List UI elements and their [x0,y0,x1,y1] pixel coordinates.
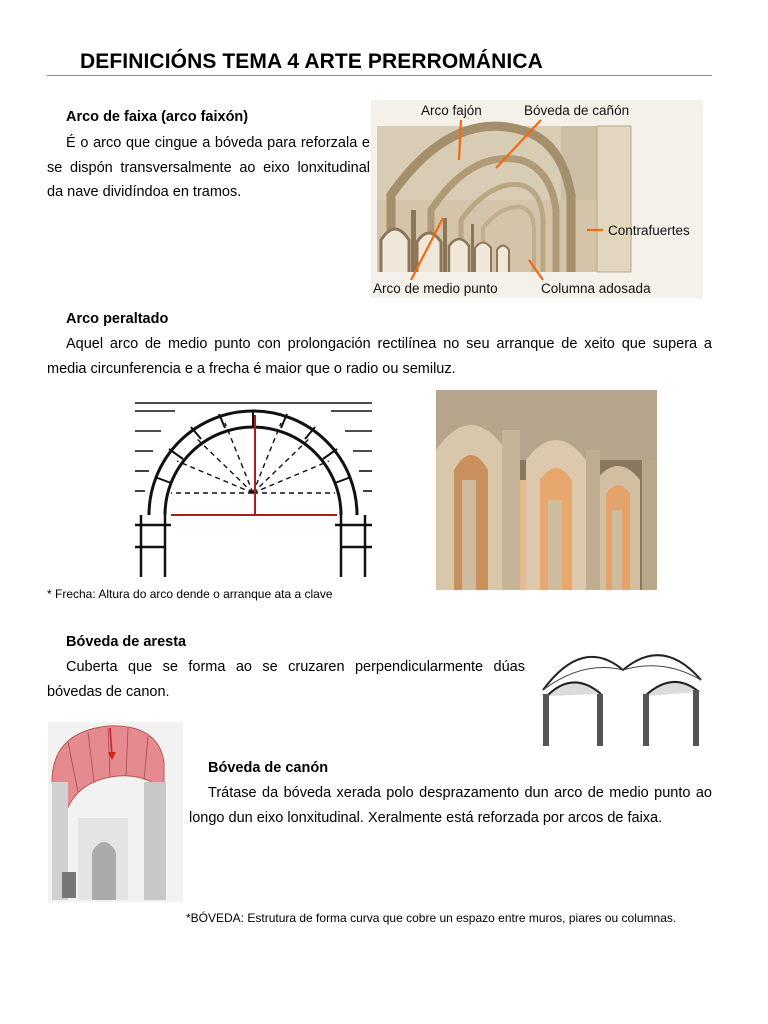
figure-boveda-canon [48,722,183,902]
figure-arco-peraltado-photo [436,390,657,590]
title-divider [47,75,712,76]
label-columna-adosada: Columna adosada [541,281,651,296]
label-arco-fajon: Arco fajón [421,103,482,118]
text-boveda-canon: Trátase da bóveda xerada polo desprazamento dun arco de medio punto ao longo dun eixo lonxitudinal. Xeralmente está reforzada por arcos de faixa. [189,785,712,826]
label-boveda-canon: Bóveda de cañón [524,103,630,118]
text-arco-faixa: É o arco que cingue a bóveda para reforzala e se dispón transversalmente ao eixo lonxitudinal da nave dividíndoa en tramos. [47,135,370,200]
page-title: DEFINICIÓNS TEMA 4 ARTE PRERROMÁNICA [80,50,543,73]
figure-boveda-aresta [533,630,711,748]
text-arco-peraltado: Aquel arco de medio punto con prolongación rectilínea no seu arranque de xeito que supera a media circunferencia e a frecha é maior que o radio ou semiluz. [47,336,712,377]
text-boveda-aresta: Cuberta que se forma ao se cruzaren perpendicularmente dúas bóvedas de canon. [47,659,525,700]
label-contrafuertes: Contrafuertes [608,223,690,238]
footnote-frecha: * Frecha: Altura do arco dende o arranque ata a clave [47,587,333,601]
label-arco-medio-punto: Arco de medio punto [373,281,498,296]
heading-arco-peraltado: Arco peraltado [66,311,169,327]
footnote-boveda: *BÓVEDA: Estrutura de forma curva que cobre un espazo entre muros, piares ou columnas. [186,911,677,925]
heading-boveda-aresta: Bóveda de aresta [66,634,187,650]
heading-arco-faixa: Arco de faixa (arco faixón) [66,109,249,125]
figure-arco-faixa-vault [371,100,703,298]
figure-arco-peraltado-diagram [131,397,376,579]
heading-boveda-canon: Bóveda de canón [208,760,329,776]
